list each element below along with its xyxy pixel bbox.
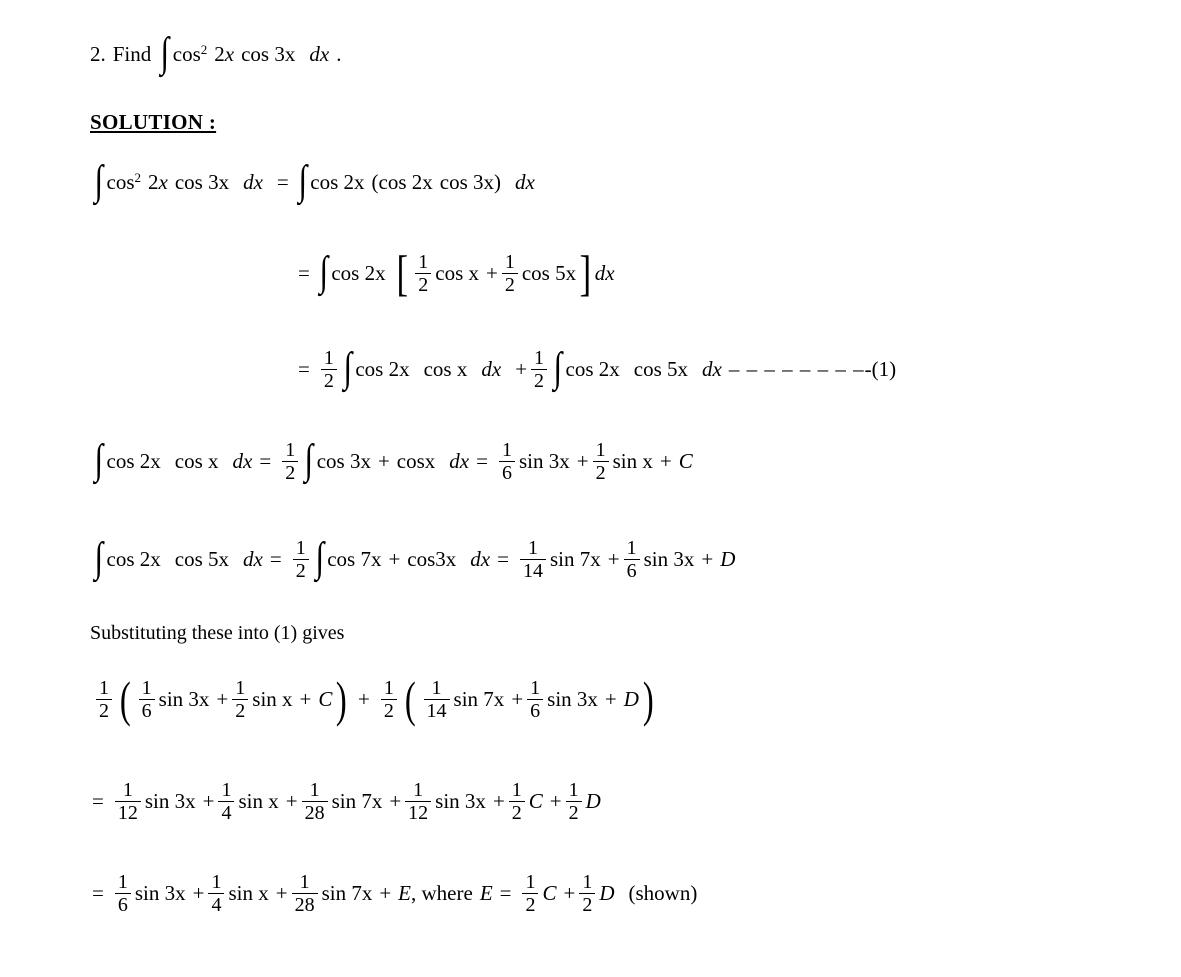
integral-sign: ∫ [553, 344, 563, 391]
dx-term: dx [309, 42, 330, 67]
numerator: 1 [626, 537, 637, 559]
denominator: 28 [302, 801, 328, 823]
equals-sign: = [276, 170, 289, 195]
dx-term: dx [243, 546, 263, 571]
dx-term: dx [702, 356, 722, 381]
cos-term: cos [106, 170, 135, 195]
numerator: 1 [530, 677, 541, 699]
fraction-one-sixth [139, 678, 155, 721]
cos2x-term: cos 2x [378, 170, 433, 195]
cos3x-term: cos3x [407, 546, 457, 571]
denominator: 2 [96, 699, 112, 721]
cos3x-term: cos 3x [241, 42, 296, 67]
constant-C: C [678, 448, 693, 473]
sinx-term: sin x [228, 880, 269, 905]
question-line: 2. Find ∫ cos 2 2 x cos 3x dx . [90, 30, 342, 76]
plus-sign: + [216, 686, 229, 711]
integral-sign: ∫ [319, 248, 328, 295]
fraction-one-twentyeighth [302, 780, 328, 823]
cosx-term: cosx [396, 448, 436, 473]
fraction-one-twentyeighth [292, 872, 318, 915]
denominator: 6 [499, 461, 515, 483]
plus-sign: + [604, 686, 617, 711]
dash-separator: – – – – – – – – [728, 356, 865, 381]
constant-C: C [542, 880, 557, 905]
plus-sign: + [486, 260, 498, 285]
equals-sign: = [298, 356, 310, 381]
dx-term: dx [232, 448, 253, 473]
equation-line-2 [298, 244, 615, 301]
denominator: 6 [624, 559, 640, 581]
plus-sign: + [299, 686, 312, 711]
plus-sign: + [515, 356, 528, 381]
numerator: 1 [141, 677, 152, 699]
denominator: 2 [502, 273, 518, 295]
constant-D: D [585, 788, 601, 813]
cos2x-term: cos 2x [331, 260, 386, 285]
sin7x-term: sin 7x [549, 546, 601, 571]
denominator: 2 [232, 699, 248, 721]
plus-sign: + [379, 880, 392, 905]
fraction-one-half [232, 678, 248, 721]
where-text: , where [411, 880, 473, 905]
equals-sign: = [92, 880, 104, 905]
numerator: 1 [511, 779, 522, 801]
cos5x-term: cos 5x [174, 546, 230, 571]
numerator: 1 [221, 779, 232, 801]
equation-line-5 [92, 534, 736, 582]
left-paren: ( [119, 670, 131, 727]
fraction-one-half [579, 872, 595, 915]
plus-sign: + [659, 448, 672, 473]
integral-sign: ∫ [94, 534, 104, 581]
cos2x-term: cos 2x [106, 448, 161, 473]
fraction-one-half [593, 440, 609, 483]
denominator: 2 [415, 273, 431, 295]
numerator: 1 [117, 871, 128, 893]
denominator: 6 [115, 893, 131, 915]
dx-term: dx [594, 260, 615, 285]
fraction-one-sixth [624, 538, 640, 581]
numerator: 1 [309, 779, 320, 801]
numerator: 1 [582, 871, 593, 893]
numerator: 1 [235, 677, 246, 699]
equals-sign: = [298, 260, 310, 285]
numerator: 1 [299, 871, 310, 893]
denominator: 28 [292, 893, 318, 915]
denominator: 2 [522, 893, 538, 915]
integral-sign: ∫ [315, 534, 324, 581]
sin3x-term: sin 3x [158, 686, 210, 711]
fraction-one-fourth [208, 872, 224, 915]
numerator: 1 [525, 871, 536, 893]
numerator: 1 [323, 347, 334, 369]
sin3x-term: sin 3x [547, 686, 598, 711]
cos7x-term: cos 7x [327, 546, 382, 571]
sinx-term: sin x [612, 448, 653, 473]
plus-sign: + [492, 788, 505, 813]
period: . [336, 42, 342, 67]
sinx-term: sin x [238, 788, 279, 813]
sinx-term: sin x [252, 686, 293, 711]
denominator: 2 [321, 369, 337, 391]
plus-sign: + [192, 880, 205, 905]
constant-C: C [318, 686, 333, 711]
denominator: 2 [282, 461, 298, 483]
integral-sign: ∫ [160, 30, 170, 76]
cos5x-term: cos 5x [633, 356, 689, 381]
plus-sign: + [285, 788, 298, 813]
equation-line-7 [92, 780, 601, 823]
coeff-2: 2 [214, 42, 225, 67]
sin7x-term: sin 7x [453, 686, 505, 711]
fraction-one-half [522, 872, 538, 915]
right-paren: ) [642, 670, 654, 727]
fraction-one-half [96, 678, 112, 721]
constant-D: D [599, 880, 615, 905]
fraction-one-half [502, 252, 518, 295]
fraction-one-half [282, 440, 298, 483]
numerator: 1 [534, 347, 545, 369]
numerator: 1 [122, 779, 133, 801]
solution-heading: SOLUTION : [90, 110, 217, 134]
equals-sign: = [497, 546, 509, 571]
constant-E: E [479, 880, 493, 905]
denominator: 6 [527, 699, 543, 721]
denominator: 14 [424, 699, 450, 721]
equals-sign: = [92, 788, 104, 813]
question-number: 2. [90, 42, 106, 67]
fraction-one-half [415, 252, 431, 295]
numerator: 1 [211, 871, 222, 893]
denominator: 6 [139, 699, 155, 721]
fraction-one-half [293, 538, 309, 581]
cosx-term: cos x [174, 448, 219, 473]
equals-sign: = [259, 448, 272, 473]
equals-sign: = [476, 448, 488, 473]
numerator: 1 [413, 779, 424, 801]
denominator: 2 [509, 801, 525, 823]
numerator: 1 [501, 439, 512, 461]
plus-sign: + [358, 686, 370, 711]
integral-sign: ∫ [94, 158, 104, 204]
sin3x-term: sin 3x [643, 546, 695, 571]
denominator: 12 [115, 801, 141, 823]
fraction-one-fourteenth [424, 678, 450, 721]
dx-term: dx [470, 546, 491, 571]
plus-sign: + [388, 546, 401, 571]
integral-sign: ∫ [298, 158, 307, 204]
equation-line-3 [298, 344, 897, 392]
constant-C: C [528, 788, 543, 813]
constant-D: D [623, 686, 639, 711]
substituting-text: Substituting these into (1) gives [90, 622, 345, 644]
var-x: x [158, 170, 168, 195]
sin7x-term: sin 7x [331, 788, 383, 813]
dx-term: dx [481, 356, 502, 381]
cosx-term: cos x [435, 260, 480, 285]
dx-term: dx [243, 170, 263, 195]
cos2x-term: cos 2x [565, 356, 620, 381]
plus-sign: + [549, 788, 562, 813]
right-paren: ) [494, 170, 502, 195]
plus-sign: + [377, 448, 390, 473]
denominator: 2 [531, 369, 547, 391]
shown-text: (shown) [628, 880, 698, 905]
numerator: 1 [431, 677, 442, 699]
fraction-one-twelfth [405, 780, 431, 823]
numerator: 1 [527, 537, 538, 559]
cos-term: cos [172, 42, 201, 67]
numerator: 1 [595, 439, 606, 461]
cos2x-term: cos 2x [355, 356, 410, 381]
equation-line-8 [92, 872, 697, 915]
equation-line-6 [92, 670, 658, 727]
plus-sign: + [563, 880, 576, 905]
plus-sign: + [275, 880, 288, 905]
denominator: 2 [579, 893, 595, 915]
fraction-one-fourth [218, 780, 234, 823]
fraction-one-sixth [499, 440, 515, 483]
cos2x-term: cos 2x [106, 546, 161, 571]
coeff-2: 2 [148, 170, 159, 195]
cos2x-term: cos 2x [310, 170, 365, 195]
cos3x-term: cos 3x [174, 170, 230, 195]
dx-term: dx [449, 448, 470, 473]
numerator: 1 [285, 439, 296, 461]
numerator: 1 [504, 251, 515, 273]
fraction-one-sixth [527, 678, 543, 721]
fraction-one-half [381, 678, 397, 721]
cosx-term: cos x [423, 356, 468, 381]
fraction-one-half [566, 780, 582, 823]
sin7x-term: sin 7x [321, 880, 373, 905]
fraction-one-half [531, 348, 547, 391]
constant-D: D [720, 546, 736, 571]
numerator: 1 [99, 677, 109, 699]
question-verb: Find [112, 42, 152, 67]
integral-sign: ∫ [343, 344, 352, 391]
left-paren: ( [371, 170, 379, 195]
right-bracket: ] [579, 244, 592, 301]
denominator: 12 [405, 801, 431, 823]
sin3x-term: sin 3x [144, 788, 196, 813]
equation-tag: -(1) [864, 356, 897, 381]
equation-line-4 [92, 436, 693, 484]
denominator: 2 [381, 699, 397, 721]
equals-sign: = [499, 880, 512, 905]
var-x: x [224, 42, 235, 67]
sin3x-term: sin 3x [134, 880, 186, 905]
right-paren: ) [336, 670, 348, 727]
equation-line-1: ∫ cos 2 2 x cos 3x dx = ∫ cos 2x ( cos 2x cos 3x ) dx [94, 158, 535, 204]
integral-sign: ∫ [94, 436, 104, 483]
denominator: 2 [593, 461, 609, 483]
denominator: 2 [566, 801, 582, 823]
numerator: 1 [295, 537, 306, 559]
plus-sign: + [576, 448, 589, 473]
fraction-one-twelfth [115, 780, 141, 823]
cos3x-term: cos 3x [439, 170, 495, 195]
numerator: 1 [568, 779, 579, 801]
plus-sign: + [389, 788, 402, 813]
fraction-one-half [321, 348, 337, 391]
denominator: 14 [520, 559, 546, 581]
cos5x-term: cos 5x [521, 260, 577, 285]
fraction-one-sixth [115, 872, 131, 915]
plus-sign: + [511, 686, 524, 711]
sin3x-term: sin 3x [435, 788, 486, 813]
denominator: 2 [293, 559, 309, 581]
dx-term: dx [515, 170, 535, 195]
plus-sign: + [701, 546, 714, 571]
denominator: 4 [218, 801, 234, 823]
numerator: 1 [418, 251, 429, 273]
fraction-one-half [509, 780, 525, 823]
plus-sign: + [202, 788, 215, 813]
sin3x-term: sin 3x [518, 448, 570, 473]
left-bracket: [ [396, 244, 408, 301]
left-paren: ( [404, 670, 416, 727]
equals-sign: = [269, 546, 282, 571]
numerator: 1 [383, 677, 394, 699]
plus-sign: + [607, 546, 620, 571]
denominator: 4 [208, 893, 224, 915]
constant-E: E [398, 880, 411, 905]
cos3x-term: cos 3x [316, 448, 371, 473]
fraction-one-fourteenth [520, 538, 546, 581]
integral-sign: ∫ [304, 436, 314, 483]
